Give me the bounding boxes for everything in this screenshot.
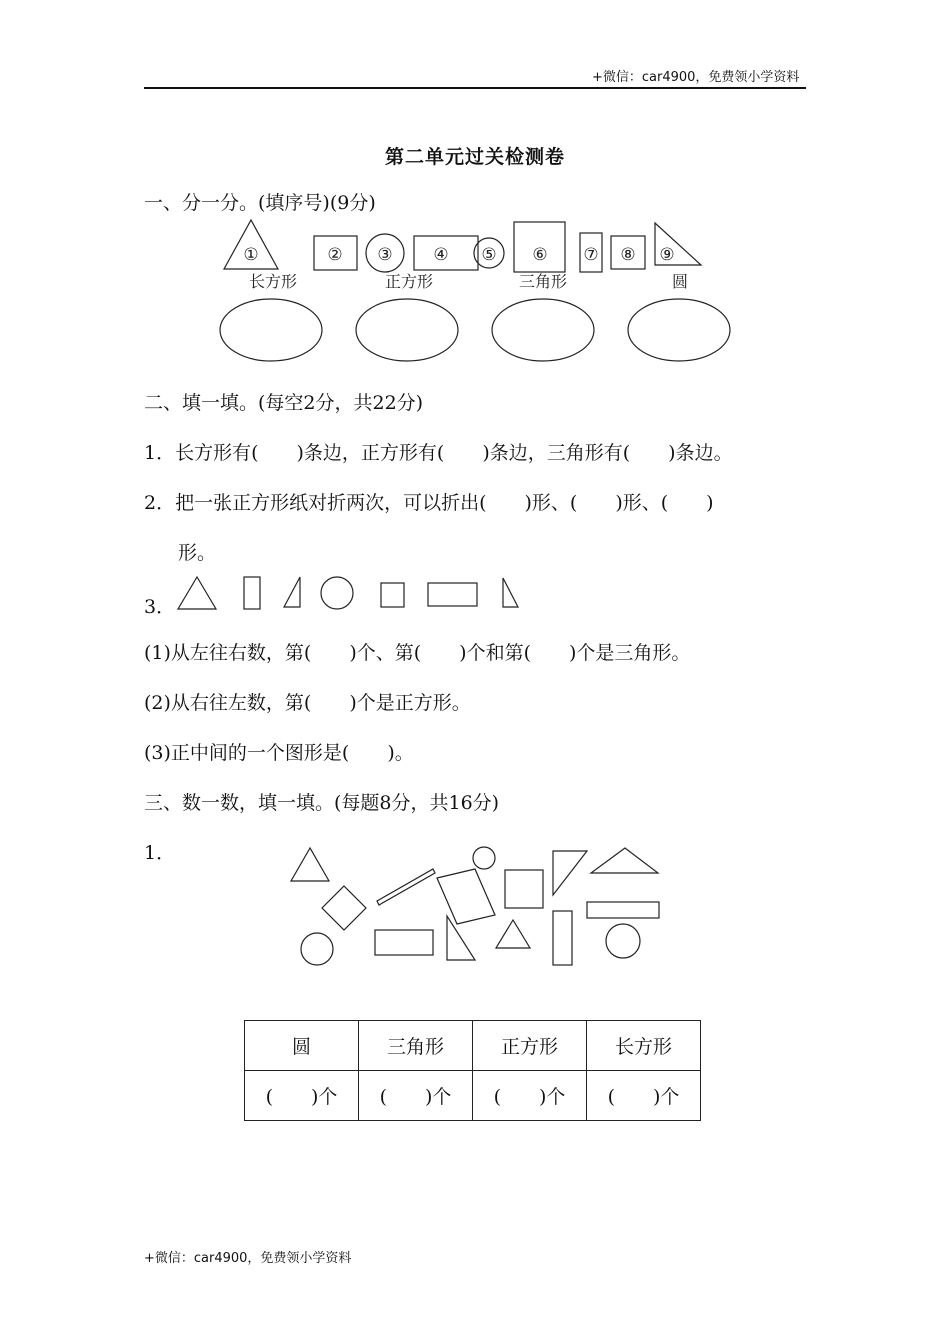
- table-cell-circle-count: ( )个: [245, 1071, 359, 1121]
- mixed-triangle-3: [591, 848, 658, 873]
- mixed-tall-rectangle: [553, 911, 572, 965]
- mixed-tilted-rectangle: [437, 869, 495, 924]
- answer-oval-rectangle: [220, 299, 322, 361]
- section2-q3-number: 3．: [144, 596, 176, 618]
- section3-heading: 三、数一数，填一填。(每题8分，共16分): [144, 792, 500, 814]
- answer-oval-square: [356, 299, 458, 361]
- shape-7-number: ⑦: [583, 245, 599, 265]
- shape-3-number: ③: [377, 245, 393, 265]
- q3-shape-triangle-3: [503, 578, 518, 607]
- q3-shape-triangle-2: [284, 577, 300, 607]
- q3-shape-circle: [321, 577, 353, 609]
- q3-shape-rectangle-2: [428, 583, 477, 606]
- q3-shape-square: [381, 583, 404, 607]
- mixed-square: [505, 870, 543, 908]
- mixed-triangle-5: [496, 920, 530, 948]
- table-cell-square-count: ( )个: [473, 1071, 587, 1121]
- answer-oval-circle: [628, 299, 730, 361]
- section2-heading: 二、填一填。(每空2分，共22分): [144, 392, 424, 414]
- table-cell-triangle-count: ( )个: [359, 1071, 473, 1121]
- mixed-diamond-square: [322, 886, 366, 930]
- category-label-triangle: 三角形: [518, 272, 568, 291]
- section2-q3-sub3: (3)正中间的一个图形是( )。: [144, 742, 414, 764]
- table-header-square: 正方形: [473, 1021, 587, 1071]
- mixed-circle-3: [606, 924, 640, 958]
- table-header-circle: 圆: [245, 1021, 359, 1071]
- shape-6-number: ⑥: [532, 245, 548, 265]
- section3-shapes: [280, 838, 680, 973]
- section1-heading: 一、分一分。(填序号)(9分): [144, 192, 376, 214]
- header-watermark: +微信：car4900，免费领小学资料: [592, 70, 800, 85]
- shape-1-number: ①: [243, 245, 259, 265]
- shape-5-number: ⑤: [481, 245, 497, 265]
- shape-8-number: ⑧: [620, 245, 636, 265]
- footer-watermark: +微信：car4900，免费领小学资料: [144, 1251, 352, 1266]
- q3-shape-rectangle-1: [244, 577, 260, 609]
- section2-q2-line2: 形。: [178, 542, 217, 564]
- mixed-rectangle: [375, 930, 433, 955]
- table-header-rectangle: 长方形: [587, 1021, 701, 1071]
- shape-9-number: ⑨: [659, 245, 675, 265]
- section1-shapes: [200, 215, 760, 370]
- answer-oval-triangle: [492, 299, 594, 361]
- section2-q3-sub1: (1)从左往右数，第( )个、第( )个和第( )个是三角形。: [144, 642, 691, 664]
- header-rule: [144, 87, 806, 89]
- category-label-rectangle: 长方形: [248, 272, 298, 291]
- category-label-square: 正方形: [384, 272, 434, 291]
- table-header-triangle: 三角形: [359, 1021, 473, 1071]
- mixed-triangle-2: [553, 851, 587, 895]
- mixed-wide-rectangle: [587, 902, 659, 918]
- q3-shape-triangle-1: [178, 577, 216, 609]
- category-label-circle: 圆: [671, 272, 689, 291]
- mixed-circle-2: [301, 933, 333, 965]
- shape-2-number: ②: [327, 245, 343, 265]
- section3-q1-number: 1．: [144, 842, 176, 864]
- section2-q3-sub2: (2)从右往左数，第( )个是正方形。: [144, 692, 471, 714]
- table-cell-rectangle-count: ( )个: [587, 1071, 701, 1121]
- count-table: [244, 1020, 701, 1121]
- mixed-circle-1: [473, 847, 495, 869]
- mixed-triangle-1: [291, 848, 329, 881]
- section2-q1: 1．长方形有( )条边，正方形有( )条边，三角形有( )条边。: [144, 442, 733, 464]
- section2-q2-line1: 2．把一张正方形纸对折两次，可以折出( )形、( )形、( ): [144, 492, 714, 514]
- shape-4-number: ④: [433, 245, 449, 265]
- mixed-thin-rectangle: [377, 869, 435, 905]
- page-title: 第二单元过关检测卷: [384, 146, 565, 168]
- q3-shapes: [170, 570, 530, 615]
